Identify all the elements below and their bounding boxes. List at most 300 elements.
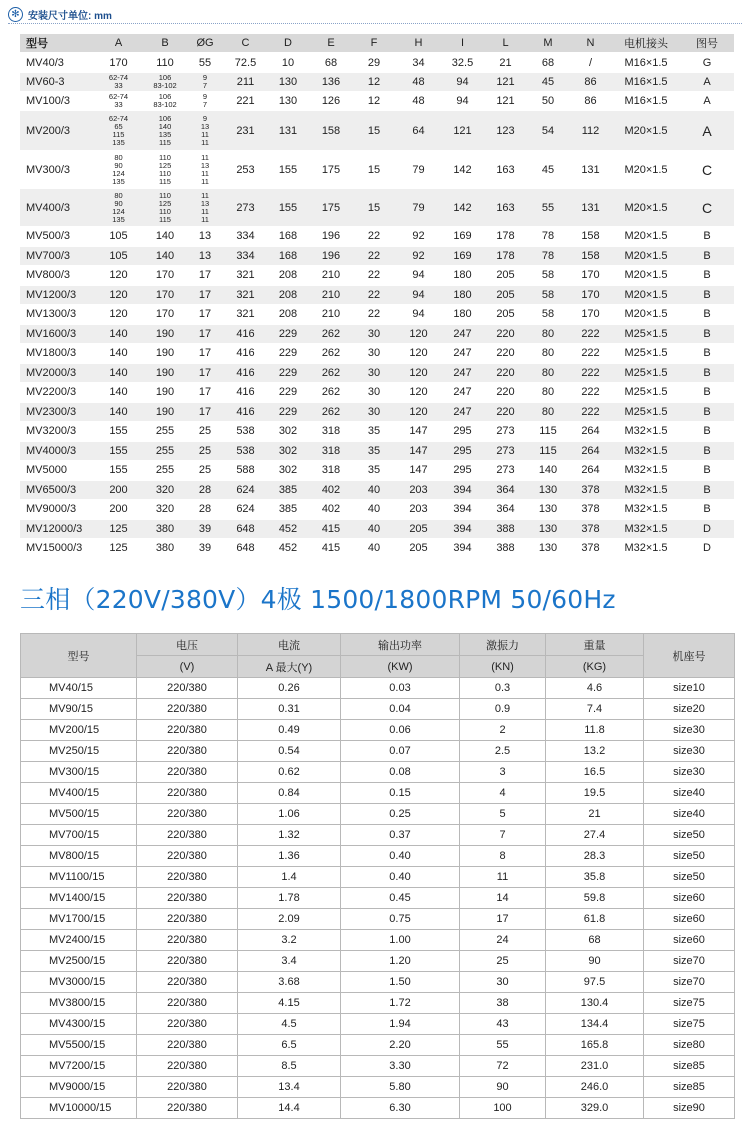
table-cell: MV12000/3 — [20, 519, 92, 539]
table-cell: MV1100/15 — [21, 867, 137, 888]
table-cell: 205 — [484, 305, 527, 325]
table-cell: MV400/15 — [21, 783, 137, 804]
dim-col-header: M — [527, 34, 569, 53]
table-cell: C — [680, 151, 734, 189]
table-cell: 140 — [527, 461, 569, 481]
table-cell: 40 — [352, 519, 396, 539]
table-cell: 14.4 — [238, 1098, 341, 1119]
table-row — [20, 324, 734, 344]
table-cell: MV90/15 — [21, 699, 137, 720]
table-cell: MV15000/3 — [20, 539, 92, 559]
table-cell: M16×1.5 — [612, 73, 680, 92]
table-cell: 155 — [92, 461, 145, 481]
table-cell: B — [680, 422, 734, 442]
table-cell: 378 — [569, 500, 612, 520]
table-row — [20, 363, 734, 383]
table-cell: 130.4 — [546, 993, 644, 1014]
table-cell: 2 — [460, 720, 546, 741]
table-cell: M20×1.5 — [612, 189, 680, 227]
table-cell: 385 — [266, 500, 310, 520]
table-cell: 163 — [484, 189, 527, 227]
table-cell: 0.84 — [238, 783, 341, 804]
table-cell: 220 — [484, 324, 527, 344]
stacked-value: 13 — [200, 121, 210, 131]
table-cell: 39 — [185, 519, 225, 539]
stacked-value: 124 — [112, 168, 125, 178]
table-cell: 120 — [396, 402, 441, 422]
table-cell: 0.9 — [460, 699, 546, 720]
table-cell: 273 — [484, 441, 527, 461]
table-cell: 190 — [145, 363, 185, 383]
spec-unit-power: (KW) — [341, 656, 460, 678]
table-cell: 321 — [225, 285, 266, 305]
table-cell: 264 — [569, 422, 612, 442]
table-cell: 624 — [225, 480, 266, 500]
table-row — [20, 519, 734, 539]
table-cell: 321 — [225, 266, 266, 286]
table-cell: 110 — [145, 53, 185, 73]
table-cell: 120 — [396, 344, 441, 364]
table-cell: 155 — [266, 151, 310, 189]
dim-col-header: E — [310, 34, 352, 53]
table-cell: 1.78 — [238, 888, 341, 909]
table-cell: MV1600/3 — [20, 324, 92, 344]
table-cell: 2.09 — [238, 909, 341, 930]
table-cell: M32×1.5 — [612, 500, 680, 520]
table-cell: size85 — [644, 1077, 735, 1098]
table-cell: 140 — [92, 324, 145, 344]
table-row — [21, 825, 735, 846]
table-cell: M32×1.5 — [612, 422, 680, 442]
table-cell: MV2300/3 — [20, 402, 92, 422]
table-cell: 147 — [396, 422, 441, 442]
table-cell: 231 — [225, 111, 266, 151]
table-row — [20, 344, 734, 364]
table-cell: 15 — [352, 189, 396, 227]
table-cell: 17 — [185, 324, 225, 344]
table-cell: 6.30 — [341, 1098, 460, 1119]
table-cell: 231.0 — [546, 1056, 644, 1077]
table-cell: 220/380 — [137, 972, 238, 993]
table-cell: 155 — [92, 441, 145, 461]
table-cell: 394 — [441, 539, 484, 559]
table-cell: 38 — [460, 993, 546, 1014]
table-row — [20, 73, 734, 92]
table-cell: size60 — [644, 888, 735, 909]
table-cell: 48 — [396, 73, 441, 92]
stacked-value: 13 — [200, 160, 210, 170]
table-cell: B — [680, 266, 734, 286]
table-cell: MV1400/15 — [21, 888, 137, 909]
table-cell: 28.3 — [546, 846, 644, 867]
table-row — [21, 762, 735, 783]
table-cell: MV700/3 — [20, 246, 92, 266]
stacked-value: 140 — [158, 121, 172, 131]
table-cell: A — [680, 73, 734, 92]
table-cell: 1.4 — [238, 867, 341, 888]
table-cell: B — [680, 344, 734, 364]
stacked-value: 124 — [112, 206, 125, 216]
table-cell: D — [680, 539, 734, 559]
table-cell: 220/380 — [137, 1098, 238, 1119]
table-cell: 170 — [145, 305, 185, 325]
table-cell: 131 — [569, 189, 612, 227]
table-cell: MV9000/15 — [21, 1077, 137, 1098]
stacked-value: 65 — [114, 121, 123, 131]
table-row — [20, 461, 734, 481]
table-cell: 220/380 — [137, 720, 238, 741]
table-cell: MV3200/3 — [20, 422, 92, 442]
dim-col-header: F — [352, 34, 396, 53]
table-cell: 364 — [484, 480, 527, 500]
table-cell: 80 — [527, 324, 569, 344]
table-cell: MV4000/3 — [20, 441, 92, 461]
table-cell: 30 — [352, 363, 396, 383]
table-cell: 58 — [527, 285, 569, 305]
table-cell: 220/380 — [137, 930, 238, 951]
table-row — [20, 266, 734, 286]
table-cell: size10 — [644, 678, 735, 699]
table-cell: 13 — [185, 246, 225, 266]
table-cell: 120 — [92, 266, 145, 286]
table-cell: 3.2 — [238, 930, 341, 951]
table-cell: 0.04 — [341, 699, 460, 720]
table-cell: MV5500/15 — [21, 1035, 137, 1056]
table-cell: 168 — [266, 246, 310, 266]
table-cell: 220/380 — [137, 783, 238, 804]
table-cell: 190 — [145, 324, 185, 344]
table-cell: 68 — [310, 53, 352, 73]
table-cell: 394 — [441, 480, 484, 500]
stacked-value: 106 — [158, 92, 172, 101]
table-cell: 3.30 — [341, 1056, 460, 1077]
table-cell: M20×1.5 — [612, 305, 680, 325]
table-cell: 220/380 — [137, 1035, 238, 1056]
table-cell: 222 — [569, 344, 612, 364]
table-cell: 140 — [145, 246, 185, 266]
table-cell: 130 — [527, 500, 569, 520]
table-cell: 220/380 — [137, 888, 238, 909]
table-cell: 45 — [527, 73, 569, 92]
table-cell: 190 — [145, 402, 185, 422]
table-cell: 190 — [145, 383, 185, 403]
table-cell: 112 — [569, 111, 612, 151]
table-cell: 1.06 — [238, 804, 341, 825]
stacked-value: 83-102 — [153, 81, 177, 90]
table-cell: 120 — [92, 305, 145, 325]
table-cell: 35 — [352, 441, 396, 461]
table-cell: B — [680, 285, 734, 305]
table-cell: 86 — [569, 73, 612, 92]
table-cell: 170 — [569, 305, 612, 325]
table-cell: 3.68 — [238, 972, 341, 993]
table-cell: 416 — [225, 383, 266, 403]
stacked-value: 9 — [202, 92, 208, 101]
table-cell: 0.45 — [341, 888, 460, 909]
table-cell: 19.5 — [546, 783, 644, 804]
table-cell: MV4300/15 — [21, 1014, 137, 1035]
table-row — [21, 1056, 735, 1077]
spec-table — [20, 633, 735, 1119]
stacked-value: 62-74 — [108, 92, 129, 101]
table-cell: 318 — [310, 441, 352, 461]
table-cell: 253 — [225, 151, 266, 189]
table-cell: 180 — [441, 266, 484, 286]
table-cell: 158 — [569, 227, 612, 247]
table-cell: 170 — [92, 53, 145, 73]
table-cell: 203 — [396, 500, 441, 520]
stacked-value: 115 — [159, 137, 171, 147]
table-row — [21, 993, 735, 1014]
table-cell — [185, 111, 225, 151]
table-cell: 624 — [225, 500, 266, 520]
table-cell: 13.4 — [238, 1077, 341, 1098]
table-cell: MV200/3 — [20, 111, 92, 151]
table-cell: size30 — [644, 741, 735, 762]
table-cell: 273 — [484, 461, 527, 481]
table-cell: MV1300/3 — [20, 305, 92, 325]
table-cell: 30 — [352, 324, 396, 344]
table-cell: B — [680, 500, 734, 520]
table-cell: 388 — [484, 539, 527, 559]
table-cell: MV7200/15 — [21, 1056, 137, 1077]
table-cell: MV500/15 — [21, 804, 137, 825]
stacked-value: 135 — [112, 176, 125, 186]
table-cell: 648 — [225, 519, 266, 539]
table-cell: 648 — [225, 539, 266, 559]
table-cell: 125 — [92, 519, 145, 539]
stacked-value: 62-74 — [108, 113, 129, 123]
table-cell: 54 — [527, 111, 569, 151]
spec-unit-current: A 最大(Y) — [238, 656, 341, 678]
table-cell: size50 — [644, 846, 735, 867]
table-cell: 28 — [185, 480, 225, 500]
table-cell: 80 — [527, 363, 569, 383]
stacked-value: 115 — [112, 129, 125, 139]
table-cell: 140 — [92, 402, 145, 422]
table-cell: 126 — [310, 92, 352, 111]
table-cell: 329.0 — [546, 1098, 644, 1119]
table-cell: 170 — [569, 285, 612, 305]
stacked-value: 11 — [201, 206, 209, 216]
table-cell: 1.20 — [341, 951, 460, 972]
table-cell: 86 — [569, 92, 612, 111]
table-cell: 35 — [352, 422, 396, 442]
table-cell: 0.31 — [238, 699, 341, 720]
table-row — [21, 1077, 735, 1098]
table-cell: 22 — [352, 266, 396, 286]
table-cell: 168 — [266, 227, 310, 247]
table-cell: 452 — [266, 519, 310, 539]
table-row — [20, 246, 734, 266]
table-row — [20, 305, 734, 325]
table-cell: 0.25 — [341, 804, 460, 825]
table-cell: 1.50 — [341, 972, 460, 993]
table-cell: B — [680, 246, 734, 266]
table-cell: 125 — [92, 539, 145, 559]
dotted-divider — [8, 23, 742, 24]
stacked-value: 135 — [112, 214, 125, 224]
table-cell: MV1200/3 — [20, 285, 92, 305]
stacked-value: 110 — [159, 168, 171, 178]
table-cell: 229 — [266, 363, 310, 383]
table-cell: 229 — [266, 344, 310, 364]
table-cell: 90 — [460, 1077, 546, 1098]
table-cell: 25 — [185, 461, 225, 481]
table-cell: 205 — [484, 266, 527, 286]
table-cell: 130 — [527, 480, 569, 500]
table-cell — [92, 73, 145, 92]
table-cell: 170 — [145, 285, 185, 305]
table-cell: 61.8 — [546, 909, 644, 930]
header-text: 安装尺寸单位: mm — [28, 10, 112, 22]
table-cell: 295 — [441, 422, 484, 442]
table-cell: 255 — [145, 461, 185, 481]
table-cell: 130 — [266, 92, 310, 111]
table-cell: 80 — [527, 344, 569, 364]
table-cell: 24 — [460, 930, 546, 951]
table-cell: 1.72 — [341, 993, 460, 1014]
table-cell: 94 — [441, 92, 484, 111]
stacked-value: 7 — [202, 100, 208, 109]
table-row — [21, 1014, 735, 1035]
table-cell: 0.40 — [341, 867, 460, 888]
table-cell: 10 — [266, 53, 310, 73]
spec-header-model: 型号 — [21, 634, 137, 678]
table-cell: 34 — [396, 53, 441, 73]
table-cell: B — [680, 383, 734, 403]
table-cell: 175 — [310, 151, 352, 189]
table-cell: 255 — [145, 441, 185, 461]
stacked-value: 135 — [158, 129, 172, 139]
table-cell: 210 — [310, 285, 352, 305]
table-cell — [185, 189, 225, 227]
table-cell: 17 — [185, 363, 225, 383]
table-cell: 220/380 — [137, 867, 238, 888]
section-title: 三相（220V/380V）4极 1500/1800RPM 50/60Hz — [20, 585, 616, 614]
table-cell: 55 — [185, 53, 225, 73]
table-cell: 25 — [460, 951, 546, 972]
table-cell: 6.5 — [238, 1035, 341, 1056]
table-cell: 140 — [92, 383, 145, 403]
table-cell: MV10000/15 — [21, 1098, 137, 1119]
table-cell: 220/380 — [137, 993, 238, 1014]
table-cell: 416 — [225, 324, 266, 344]
table-cell: 140 — [145, 227, 185, 247]
table-cell: 30 — [352, 383, 396, 403]
table-cell: 134.4 — [546, 1014, 644, 1035]
table-cell: 2.5 — [460, 741, 546, 762]
table-cell: MV5000 — [20, 461, 92, 481]
table-cell: 229 — [266, 402, 310, 422]
table-cell: 25 — [185, 441, 225, 461]
table-cell: B — [680, 305, 734, 325]
table-cell: 247 — [441, 402, 484, 422]
table-cell: M16×1.5 — [612, 53, 680, 73]
table-cell: MV3000/15 — [21, 972, 137, 993]
table-cell: 158 — [569, 246, 612, 266]
table-cell: 262 — [310, 324, 352, 344]
table-cell: MV200/15 — [21, 720, 137, 741]
table-cell: MV800/3 — [20, 266, 92, 286]
table-cell: 39 — [185, 539, 225, 559]
spec-header-size: 机座号 — [644, 634, 735, 678]
table-cell: MV300/15 — [21, 762, 137, 783]
table-cell: M20×1.5 — [612, 111, 680, 151]
dim-col-header: D — [266, 34, 310, 53]
spec-header-voltage: 电压 — [137, 634, 238, 656]
dim-col-header: L — [484, 34, 527, 53]
table-cell: MV2200/3 — [20, 383, 92, 403]
table-cell: 295 — [441, 441, 484, 461]
table-cell: 72.5 — [225, 53, 266, 73]
table-cell: 220/380 — [137, 762, 238, 783]
table-cell: 68 — [527, 53, 569, 73]
table-cell: 40 — [352, 480, 396, 500]
table-row — [21, 741, 735, 762]
table-cell: 380 — [145, 539, 185, 559]
table-cell: 120 — [396, 324, 441, 344]
table-row — [20, 539, 734, 559]
table-cell: MV400/3 — [20, 189, 92, 227]
spec-unit-weight: (KG) — [546, 656, 644, 678]
table-cell: 0.06 — [341, 720, 460, 741]
table-cell — [92, 151, 145, 189]
table-cell: 334 — [225, 227, 266, 247]
table-cell: 64 — [396, 111, 441, 151]
table-cell: 211 — [225, 73, 266, 92]
table-cell: 394 — [441, 519, 484, 539]
table-cell: M25×1.5 — [612, 363, 680, 383]
table-cell: 334 — [225, 246, 266, 266]
table-cell: 17 — [185, 383, 225, 403]
table-cell: MV300/3 — [20, 151, 92, 189]
table-cell — [145, 111, 185, 151]
table-cell: 32.5 — [441, 53, 484, 73]
table-cell: B — [680, 480, 734, 500]
table-cell: M20×1.5 — [612, 285, 680, 305]
stacked-value: 11 — [201, 190, 209, 200]
table-cell: 55 — [527, 189, 569, 227]
table-cell: MV2400/15 — [21, 930, 137, 951]
table-cell: 416 — [225, 344, 266, 364]
stacked-value: 62-74 — [108, 73, 129, 82]
table-cell: size60 — [644, 930, 735, 951]
spec-header-weight: 重量 — [546, 634, 644, 656]
table-cell: A — [680, 111, 734, 151]
table-cell: 13.2 — [546, 741, 644, 762]
table-cell: MV6500/3 — [20, 480, 92, 500]
table-cell: 120 — [396, 363, 441, 383]
table-cell: 222 — [569, 324, 612, 344]
table-cell: 17 — [185, 344, 225, 364]
table-row — [21, 951, 735, 972]
table-cell: B — [680, 227, 734, 247]
table-cell: 17 — [185, 285, 225, 305]
table-cell: 229 — [266, 324, 310, 344]
table-cell: 22 — [352, 305, 396, 325]
table-cell: 35.8 — [546, 867, 644, 888]
table-cell: 78 — [527, 227, 569, 247]
table-cell: 5 — [460, 804, 546, 825]
stacked-value: 125 — [158, 198, 172, 208]
table-cell: 8 — [460, 846, 546, 867]
table-cell: size70 — [644, 972, 735, 993]
table-cell: 17 — [185, 402, 225, 422]
table-cell: 94 — [396, 285, 441, 305]
stacked-value: 13 — [200, 198, 210, 208]
table-cell: 21 — [546, 804, 644, 825]
